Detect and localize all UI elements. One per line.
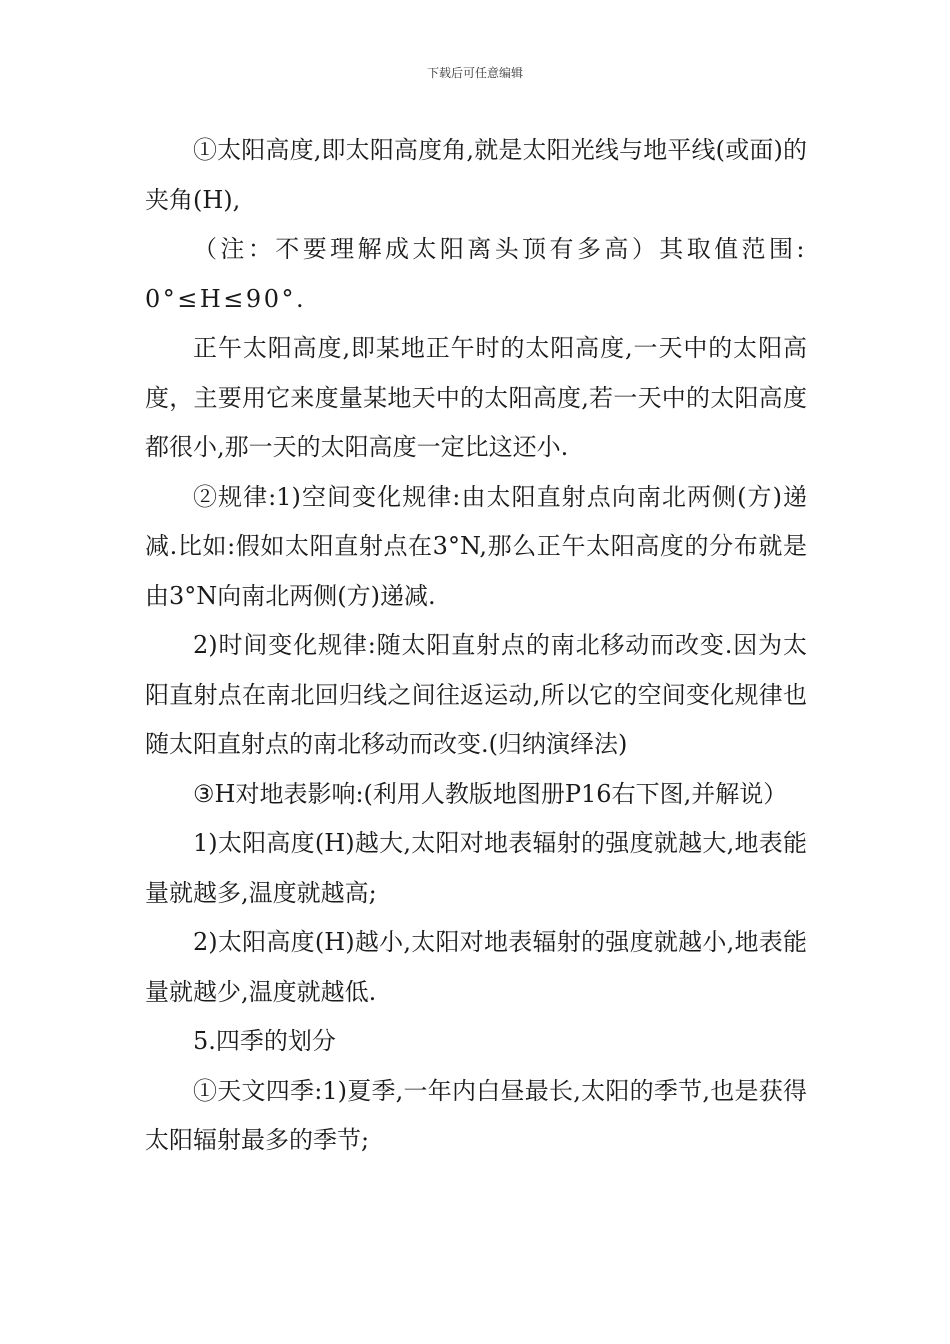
paragraph-lower-altitude: 2)太阳高度(H)越小,太阳对地表辐射的强度就越小,地表能量就越少,温度就越低.: [145, 928, 807, 1006]
paragraph-astronomical-seasons: ①天文四季:1)夏季,一年内白昼最长,太阳的季节,也是获得太阳辐射最多的季节;: [145, 1076, 807, 1154]
document-body: [145, 126, 807, 1166]
paragraph-noon-solar-altitude: 正午太阳高度,即某地正午时的太阳高度,一天中的太阳高度，主要用它来度量某地天中的太阳高度,若一天中的太阳高度都很小,那一天的太阳高度一定比这还小.: [145, 334, 807, 461]
paragraph-value-range-note: （注：不要理解成太阳离头顶有多高）其取值范围:0°≤H≤90°.: [145, 235, 807, 313]
paragraph-spatial-rule: ②规律:1)空间变化规律:由太阳直射点向南北两侧(方)递减.比如:假如太阳直射点在3°N,那么正午太阳高度的分布就是由3°N向南北两侧(方)递减.: [145, 482, 807, 610]
paragraph-temporal-rule: 2)时间变化规律:随太阳直射点的南北移动而改变.因为太阳直射点在南北回归线之间往返运动,所以它的空间变化规律也随太阳直射点的南北移动而改变.(归纳演绎法): [145, 631, 807, 758]
paragraph-surface-effect: ③H对地表影响:(利用人教版地图册P16右下图,并解说）: [193, 779, 788, 808]
paragraph-higher-altitude: 1)太阳高度(H)越大,太阳对地表辐射的强度就越大,地表能量就越多,温度就越高;: [145, 829, 807, 907]
section-heading-seasons: 5.四季的划分: [193, 1027, 336, 1055]
paragraph-solar-altitude-definition: ①太阳高度,即太阳高度角,就是太阳光线与地平线(或面)的夹角(H),: [145, 136, 807, 214]
page-header: 下载后可任意编辑: [426, 66, 523, 80]
